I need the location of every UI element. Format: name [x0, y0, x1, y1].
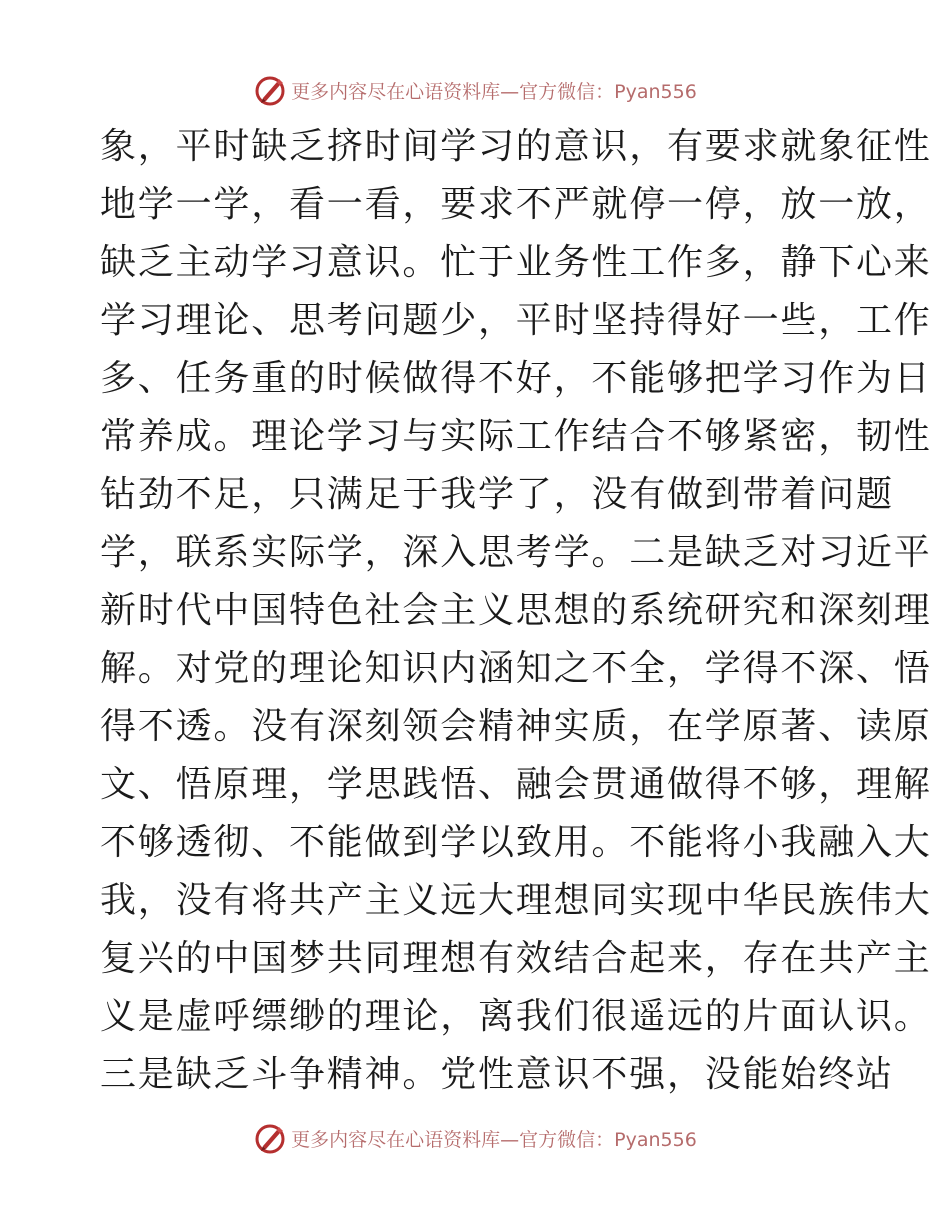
body-line: 新时代中国特色社会主义思想的系统研究和深刻理	[100, 590, 932, 631]
body-line: 多、任务重的时候做得不好，不能够把学习作为日	[100, 358, 932, 399]
pen-logo-icon	[253, 73, 287, 107]
body-line: 学，联系实际学，深入思考学。二是缺乏对习近平	[100, 532, 932, 573]
header-watermark	[0, 70, 950, 110]
body-line: 钻劲不足，只满足于我学了，没有做到带着问题	[100, 474, 894, 515]
pen-logo-icon	[253, 1121, 287, 1155]
body-line: 义是虚呼缥缈的理论，离我们很遥远的片面认识。	[100, 996, 932, 1037]
watermark-text: 更多内容尽在心语资料库—官方微信：Pyan556	[291, 80, 697, 103]
watermark-text: 更多内容尽在心语资料库—官方微信：Pyan556	[291, 1128, 697, 1151]
body-line: 我，没有将共产主义远大理想同实现中华民族伟大	[100, 880, 932, 921]
body-line: 三是缺乏斗争精神。党性意识不强，没能始终站	[100, 1054, 894, 1095]
body-line: 缺乏主动学习意识。忙于业务性工作多，静下心来	[100, 242, 932, 283]
footer-watermark	[0, 1118, 950, 1158]
body-line: 文、悟原理，学思践悟、融会贯通做得不够，理解	[100, 764, 932, 805]
body-line: 学习理论、思考问题少，平时坚持得好一些，工作	[100, 300, 932, 341]
body-line: 地学一学，看一看，要求不严就停一停，放一放，	[100, 184, 932, 225]
document-body	[100, 118, 932, 1104]
body-line: 解。对党的理论知识内涵知之不全，学得不深、悟	[100, 648, 932, 689]
body-line: 不够透彻、不能做到学以致用。不能将小我融入大	[100, 822, 932, 863]
body-line: 常养成。理论学习与实际工作结合不够紧密，韧性	[100, 416, 932, 457]
body-line: 象，平时缺乏挤时间学习的意识，有要求就象征性	[100, 126, 932, 167]
body-line: 得不透。没有深刻领会精神实质，在学原著、读原	[100, 706, 932, 747]
body-line: 复兴的中国梦共同理想有效结合起来，存在共产主	[100, 938, 932, 979]
